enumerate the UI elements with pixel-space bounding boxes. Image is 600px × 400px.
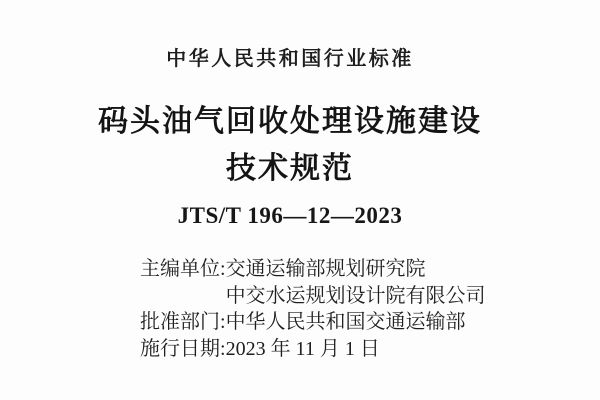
info-value-effective-date: 2023 年 11 月 1 日 <box>225 337 380 360</box>
info-row-chief-editor <box>140 256 486 283</box>
info-label-chief-editor: 主编单位: <box>140 258 226 280</box>
info-row-approval-dept <box>140 309 486 336</box>
info-row-effective-date <box>140 336 486 363</box>
standard-category-label: 中华人民共和国行业标准 <box>166 48 414 70</box>
publication-info-table <box>140 256 486 362</box>
info-value-approval-dept: 中华人民共和国交通运输部 <box>225 311 466 333</box>
info-row-chief-editor-2 <box>140 283 486 310</box>
document-title-line-1: 码头油气回收处理设施建设 <box>98 105 482 138</box>
info-value-chief-editor-2: 中交水运规划设计院有限公司 <box>225 284 486 307</box>
standard-number: JTS/T 196—12—2023 <box>177 203 403 228</box>
info-value-chief-editor-1: 交通运输部规划研究院 <box>225 258 426 280</box>
info-label-effective-date: 施行日期: <box>140 337 226 360</box>
document-title <box>0 98 580 192</box>
document-title-line-2: 技术规范 <box>226 152 354 185</box>
publication-info <box>140 256 486 362</box>
info-label-approval-dept: 批准部门: <box>140 311 226 333</box>
info-label-blank <box>140 283 226 310</box>
